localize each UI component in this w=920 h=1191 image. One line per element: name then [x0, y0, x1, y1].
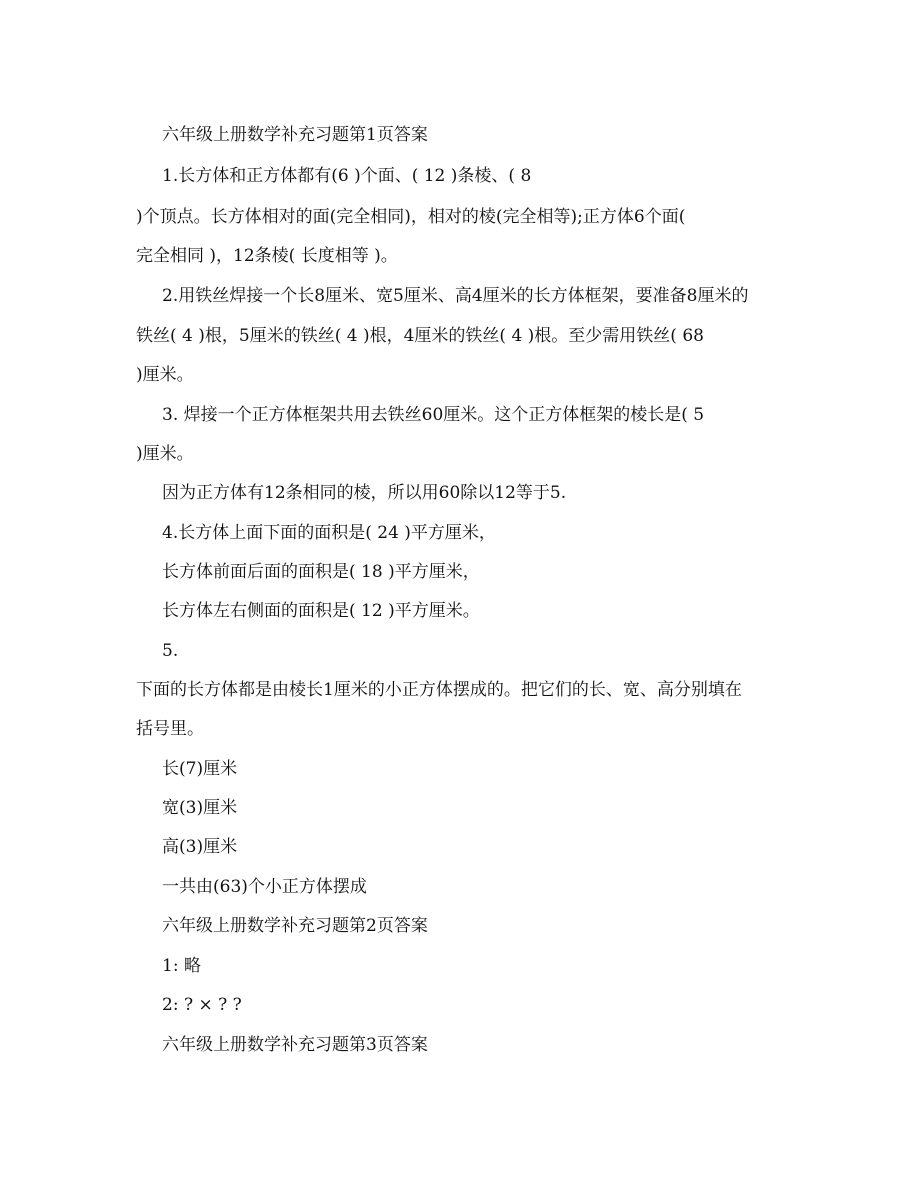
page-2-answer-1: 1: 略 — [162, 956, 201, 976]
question-1-line-1: 1.长方体和正方体都有(6 )个面、( 12 )条棱、( 8 — [162, 166, 532, 186]
question-3-line-1: 3. 焊接一个正方体框架共用去铁丝60厘米。这个正方体框架的棱长是( 5 — [162, 405, 705, 425]
question-5-height: 高(3)厘米 — [162, 837, 238, 857]
question-2-line-1: 2.用铁丝焊接一个长8厘米、宽5厘米、高4厘米的长方体框架，要准备8厘米的 — [162, 286, 749, 306]
question-4-line-1: 4.长方体上面下面的面积是( 24 )平方厘米， — [162, 523, 496, 543]
question-3-line-2: )厘米。 — [136, 444, 194, 464]
question-1-line-2: )个顶点。长方体相对的面(完全相同)，相对的棱(完全相等);正方体6个面( — [136, 207, 686, 227]
section-heading-page-2: 六年级上册数学补充习题第2页答案 — [162, 916, 428, 936]
question-5-number: 5. — [162, 641, 179, 661]
question-5-total: 一共由(63)个小正方体摆成 — [162, 877, 367, 897]
question-4-line-3: 长方体左右侧面的面积是( 12 )平方厘米。 — [162, 601, 480, 621]
section-heading-page-3: 六年级上册数学补充习题第3页答案 — [162, 1035, 428, 1055]
question-5-line-2: 括号里。 — [136, 719, 204, 739]
page-2-answer-2: 2: ? × ? ? — [162, 995, 242, 1015]
section-heading-page-1: 六年级上册数学补充习题第1页答案 — [162, 125, 428, 145]
question-4-line-2: 长方体前面后面的面积是( 18 )平方厘米， — [162, 562, 480, 582]
question-5-width: 宽(3)厘米 — [162, 798, 238, 818]
question-3-reason: 因为正方体有12条相同的棱，所以用60除以12等于5. — [162, 483, 567, 503]
question-2-line-2: 铁丝( 4 )根，5厘米的铁丝( 4 )根，4厘米的铁丝( 4 )根。至少需用铁丝( 68 — [136, 326, 704, 346]
question-2-line-3: )厘米。 — [136, 365, 194, 385]
question-1-line-3: 完全相同 )，12条棱( 长度相等 )。 — [136, 246, 398, 266]
question-5-length: 长(7)厘米 — [162, 759, 238, 779]
question-5-line-1: 下面的长方体都是由棱长1厘米的小正方体摆成的。把它们的长、宽、高分别填在 — [136, 680, 742, 700]
